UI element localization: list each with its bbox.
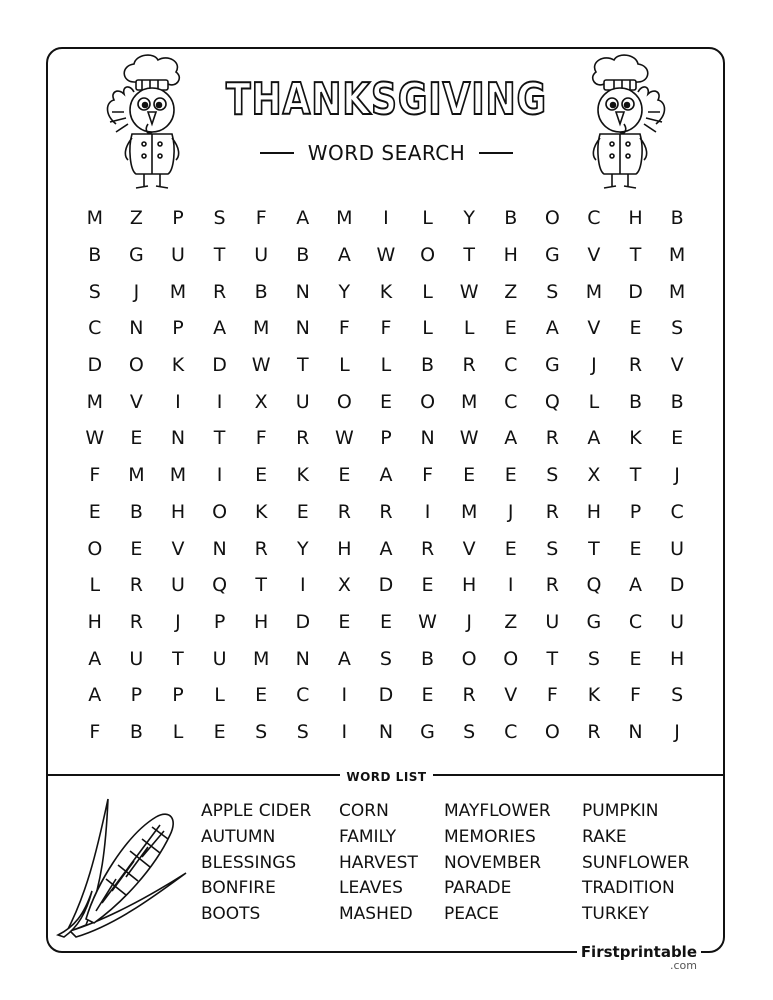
grid-letter: D [212,354,227,377]
grid-letter: K [379,280,393,303]
grid-letter: F [630,684,641,707]
grid-letter: D [87,354,103,377]
grid-letter: J [507,500,514,523]
grid-letter: V [670,354,684,377]
grid-letter: W [334,427,354,450]
grid-letter: T [255,574,267,597]
grid-letter: I [216,464,223,487]
grid-letter: P [172,317,184,340]
grid-letter: C [670,500,684,523]
grid-letter: S [546,280,559,303]
grid-letter: R [545,574,559,597]
grid-letter: R [628,354,643,377]
grid-letter: Q [544,390,560,413]
grid-letter: H [87,610,102,633]
word-list-item: NOVEMBER [444,852,542,873]
grid-letter: Z [504,610,518,633]
grid-letter: U [545,610,560,633]
grid-letter: M [252,647,270,670]
grid-letter: D [378,684,394,707]
grid-letter: T [213,244,226,267]
grid-letter: S [671,684,684,707]
grid-letter: S [296,720,309,743]
grid-letter: Q [586,574,602,597]
grid-letter: R [587,720,601,743]
grid-letter: R [420,537,435,560]
grid-letter: V [504,684,518,707]
grid-letter: I [175,390,181,413]
grid-letter: W [376,244,396,267]
grid-letter: F [89,720,101,743]
grid-letter: O [503,647,519,670]
grid-letter: H [254,610,269,633]
grid-letter: O [87,537,103,560]
grid-letter: E [338,610,351,633]
word-list-item: PARADE [444,878,512,899]
word-list-item: SUNFLOWER [582,852,690,873]
grid-letter: B [421,647,435,670]
word-list-item: BONFIRE [201,878,276,899]
grid-letter: E [296,500,309,523]
grid-letter: J [466,610,472,633]
grid-letter: Y [463,207,475,230]
grid-letter: M [252,317,270,340]
grid-letter: W [251,354,271,377]
word-list-item: PUMPKIN [582,801,659,821]
grid-letter: W [418,610,437,633]
grid-letter: B [129,720,143,743]
brand-name: Firstprintable [580,943,697,961]
grid-letter: N [420,427,435,450]
grid-letter: G [544,354,560,377]
grid-letter: N [170,427,186,450]
word-list-item: LEAVES [339,878,403,899]
grid-letter: L [588,390,600,413]
page-title: THANKSGIVING [226,74,547,125]
grid-letter: C [628,610,643,633]
grid-letter: U [212,647,227,670]
grid-letter: E [629,647,642,670]
grid-letter: P [130,684,143,707]
grid-letter: N [378,720,394,743]
grid-letter: I [299,574,306,597]
grid-letter: J [674,464,680,487]
grid-letter: V [587,244,601,267]
word-list-item: MAYFLOWER [444,801,551,821]
grid-letter: L [214,684,225,707]
grid-letter: T [629,244,642,267]
word-list-item: AUTUMN [201,826,276,847]
grid-letter: C [88,317,102,340]
subtitle-row [0,141,773,165]
grid-letter: B [670,207,684,230]
grid-letter: W [459,280,479,303]
grid-letter: F [546,684,558,707]
word-list-item: CORN [339,801,389,821]
grid-letter: O [336,390,352,413]
grid-letter: I [383,207,389,230]
grid-letter: H [170,500,186,523]
grid-letter: I [341,684,348,707]
grid-letter: G [544,244,560,267]
word-list-item: FAMILY [339,826,397,847]
grid-letter: H [628,207,643,230]
grid-letter: J [133,280,140,303]
grid-letter: A [213,317,227,340]
word-list-item: APPLE CIDER [201,801,312,821]
grid-letter: A [296,207,310,230]
grid-letter: A [379,537,393,560]
grid-letter: O [544,207,560,230]
grid-letter: J [175,610,181,633]
grid-letter: D [378,574,394,597]
grid-letter: I [216,390,223,413]
word-list-item: BOOTS [201,904,261,925]
grid-letter: S [88,280,101,303]
grid-letter: A [337,244,351,267]
grid-letter: I [507,574,514,597]
grid-letter: E [504,537,517,560]
grid-letter: C [296,684,310,707]
grid-letter: K [587,684,601,707]
word-list-item: TRADITION [582,878,675,899]
grid-letter: R [545,500,559,523]
grid-letter: P [172,207,184,230]
grid-letter: W [85,427,105,450]
word-list-column [582,799,689,928]
grid-letter: D [295,610,311,633]
grid-letter: T [629,464,642,487]
grid-letter: F [380,317,392,340]
grid-letter: L [422,280,433,303]
grid-letter: E [213,720,226,743]
grid-letter: S [255,720,268,743]
grid-letter: E [421,684,434,707]
word-list-label: WORD LIST [340,770,432,784]
grid-letter: K [296,464,309,487]
word-list-item: PEACE [444,904,499,925]
grid-letter: H [586,500,602,523]
grid-letter: F [422,464,434,487]
grid-letter: M [585,280,603,303]
grid-letter: N [212,537,227,560]
grid-letter: R [254,537,268,560]
grid-letter: E [88,500,101,523]
word-list-column [201,799,311,928]
subtitle-rule-left [260,152,294,154]
word-list-heading [0,766,773,785]
grid-letter: Y [338,280,351,303]
grid-letter: X [254,390,268,413]
grid-letter: L [463,317,475,340]
grid-letter: L [422,317,433,340]
grid-letter: S [213,207,226,230]
grid-letter: F [338,317,350,340]
grid-letter: N [628,720,643,743]
grid-letter: C [587,207,601,230]
grid-letter: K [254,500,268,523]
grid-letter: Q [212,574,228,597]
grid-letter: E [255,684,268,707]
grid-letter: S [546,537,559,560]
word-list-column [339,799,418,928]
grid-letter: N [295,280,310,303]
grid-letter: G [586,610,602,633]
grid-letter: E [130,427,143,450]
grid-letter: I [341,720,348,743]
grid-letter: H [461,574,477,597]
grid-letter: F [255,427,267,450]
word-list-item: HARVEST [339,852,418,873]
grid-letter: T [296,354,309,377]
grid-letter: B [88,244,102,267]
grid-letter: O [544,720,560,743]
grid-letter: L [172,720,184,743]
grid-letter: A [504,427,518,450]
letter-grid [74,200,698,750]
grid-letter: A [88,684,102,707]
grid-letter: C [504,720,518,743]
grid-letter: P [380,427,392,450]
grid-letter: O [128,354,144,377]
word-list-column [444,799,551,928]
grid-letter: V [587,317,601,340]
grid-letter: M [460,390,478,413]
grid-letter: G [420,720,435,743]
word-list-item: TURKEY [582,904,649,925]
grid-letter: D [628,280,643,303]
grid-letter: N [129,317,144,340]
word-list-item: RAKE [582,826,627,847]
grid-letter: T [172,647,184,670]
grid-letter: U [254,244,269,267]
grid-letter: H [669,647,685,670]
grid-letter: T [463,244,475,267]
word-list-item: MASHED [339,904,413,925]
grid-letter: R [379,500,393,523]
grid-letter: C [504,390,518,413]
grid-letter: B [296,244,310,267]
grid-letter: P [629,500,642,523]
grid-letter: S [587,647,600,670]
grid-letter: P [213,610,226,633]
brand-logo [577,943,701,972]
grid-letter: A [545,317,559,340]
grid-letter: A [88,647,102,670]
grid-letter: V [462,537,476,560]
grid-letter: E [629,537,642,560]
grid-letter: U [295,390,310,413]
grid-letter: R [337,500,351,523]
grid-letter: O [461,647,477,670]
grid-letter: H [503,244,518,267]
grid-letter: R [462,354,476,377]
corn-icon [56,795,196,944]
grid-letter: U [171,574,185,597]
grid-letter: S [379,647,392,670]
grid-letter: E [463,464,476,487]
grid-letter: R [545,427,559,450]
grid-letter: M [668,244,686,267]
grid-letter: E [379,610,392,633]
grid-letter: S [463,720,476,743]
brand-suffix: .com [670,959,697,972]
grid-letter: X [587,464,601,487]
grid-letter: R [129,610,143,633]
grid-letter: U [171,244,185,267]
grid-letter: K [629,427,642,450]
grid-letter: E [421,574,434,597]
grid-letter: B [670,390,684,413]
grid-letter: Z [129,207,143,230]
grid-letter: E [130,537,143,560]
grid-letter: M [86,390,103,413]
grid-letter: D [669,574,685,597]
grid-letter: B [628,390,643,413]
grid-letter: J [591,354,597,377]
grid-letter: Y [296,537,309,560]
grid-letter: M [169,464,187,487]
grid-letter: M [86,207,103,230]
grid-letter: F [89,464,101,487]
grid-letter: E [379,390,392,413]
grid-letter: E [671,427,684,450]
grid-letter: U [670,610,685,633]
grid-letter: N [295,647,310,670]
grid-letter: H [337,537,352,560]
grid-letter: L [380,354,392,377]
grid-letter: A [629,574,643,597]
grid-letter: B [421,354,435,377]
grid-letter: U [670,537,685,560]
grid-letter: L [89,574,101,597]
grid-letter: R [129,574,143,597]
grid-letter: G [129,244,144,267]
grid-letter: A [379,464,393,487]
grid-letter: M [460,500,478,523]
grid-letter: S [671,317,684,340]
grid-letter: Z [504,280,518,303]
grid-letter: K [171,354,185,377]
grid-letter: E [504,464,517,487]
grid-letter: E [504,317,517,340]
grid-letter: M [668,280,686,303]
grid-letter: A [337,647,351,670]
grid-letter: W [459,427,479,450]
grid-letter: T [546,647,559,670]
grid-letter: E [338,464,351,487]
grid-letter: T [213,427,226,450]
grid-letter: J [674,720,680,743]
grid-letter: R [296,427,310,450]
grid-letter: O [420,244,436,267]
grid-letter: M [128,464,145,487]
grid-letter: O [212,500,228,523]
grid-letter: F [255,207,267,230]
grid-letter: E [255,464,268,487]
grid-letter: N [295,317,310,340]
grid-letter: M [336,207,353,230]
word-list-item: MEMORIES [444,826,536,847]
word-list-item: BLESSINGS [201,852,297,873]
grid-letter: L [339,354,350,377]
grid-letter: B [504,207,518,230]
grid-letter: P [172,684,184,707]
grid-letter: V [129,390,143,413]
grid-letter: T [588,537,600,560]
grid-letter: V [171,537,185,560]
grid-letter: C [504,354,518,377]
grid-letter: U [129,647,144,670]
grid-letter: M [169,280,187,303]
grid-letter: A [587,427,601,450]
grid-letter: B [129,500,143,523]
page-subtitle: WORD SEARCH [307,141,466,165]
grid-letter: L [422,207,433,230]
grid-letter: B [254,280,268,303]
subtitle-rule-right [479,152,513,154]
grid-letter: R [462,684,476,707]
grid-letter: S [546,464,559,487]
grid-letter: O [420,390,436,413]
grid-letter: E [629,317,642,340]
grid-letter: I [424,500,431,523]
grid-letter: X [337,574,351,597]
grid-letter: R [212,280,227,303]
